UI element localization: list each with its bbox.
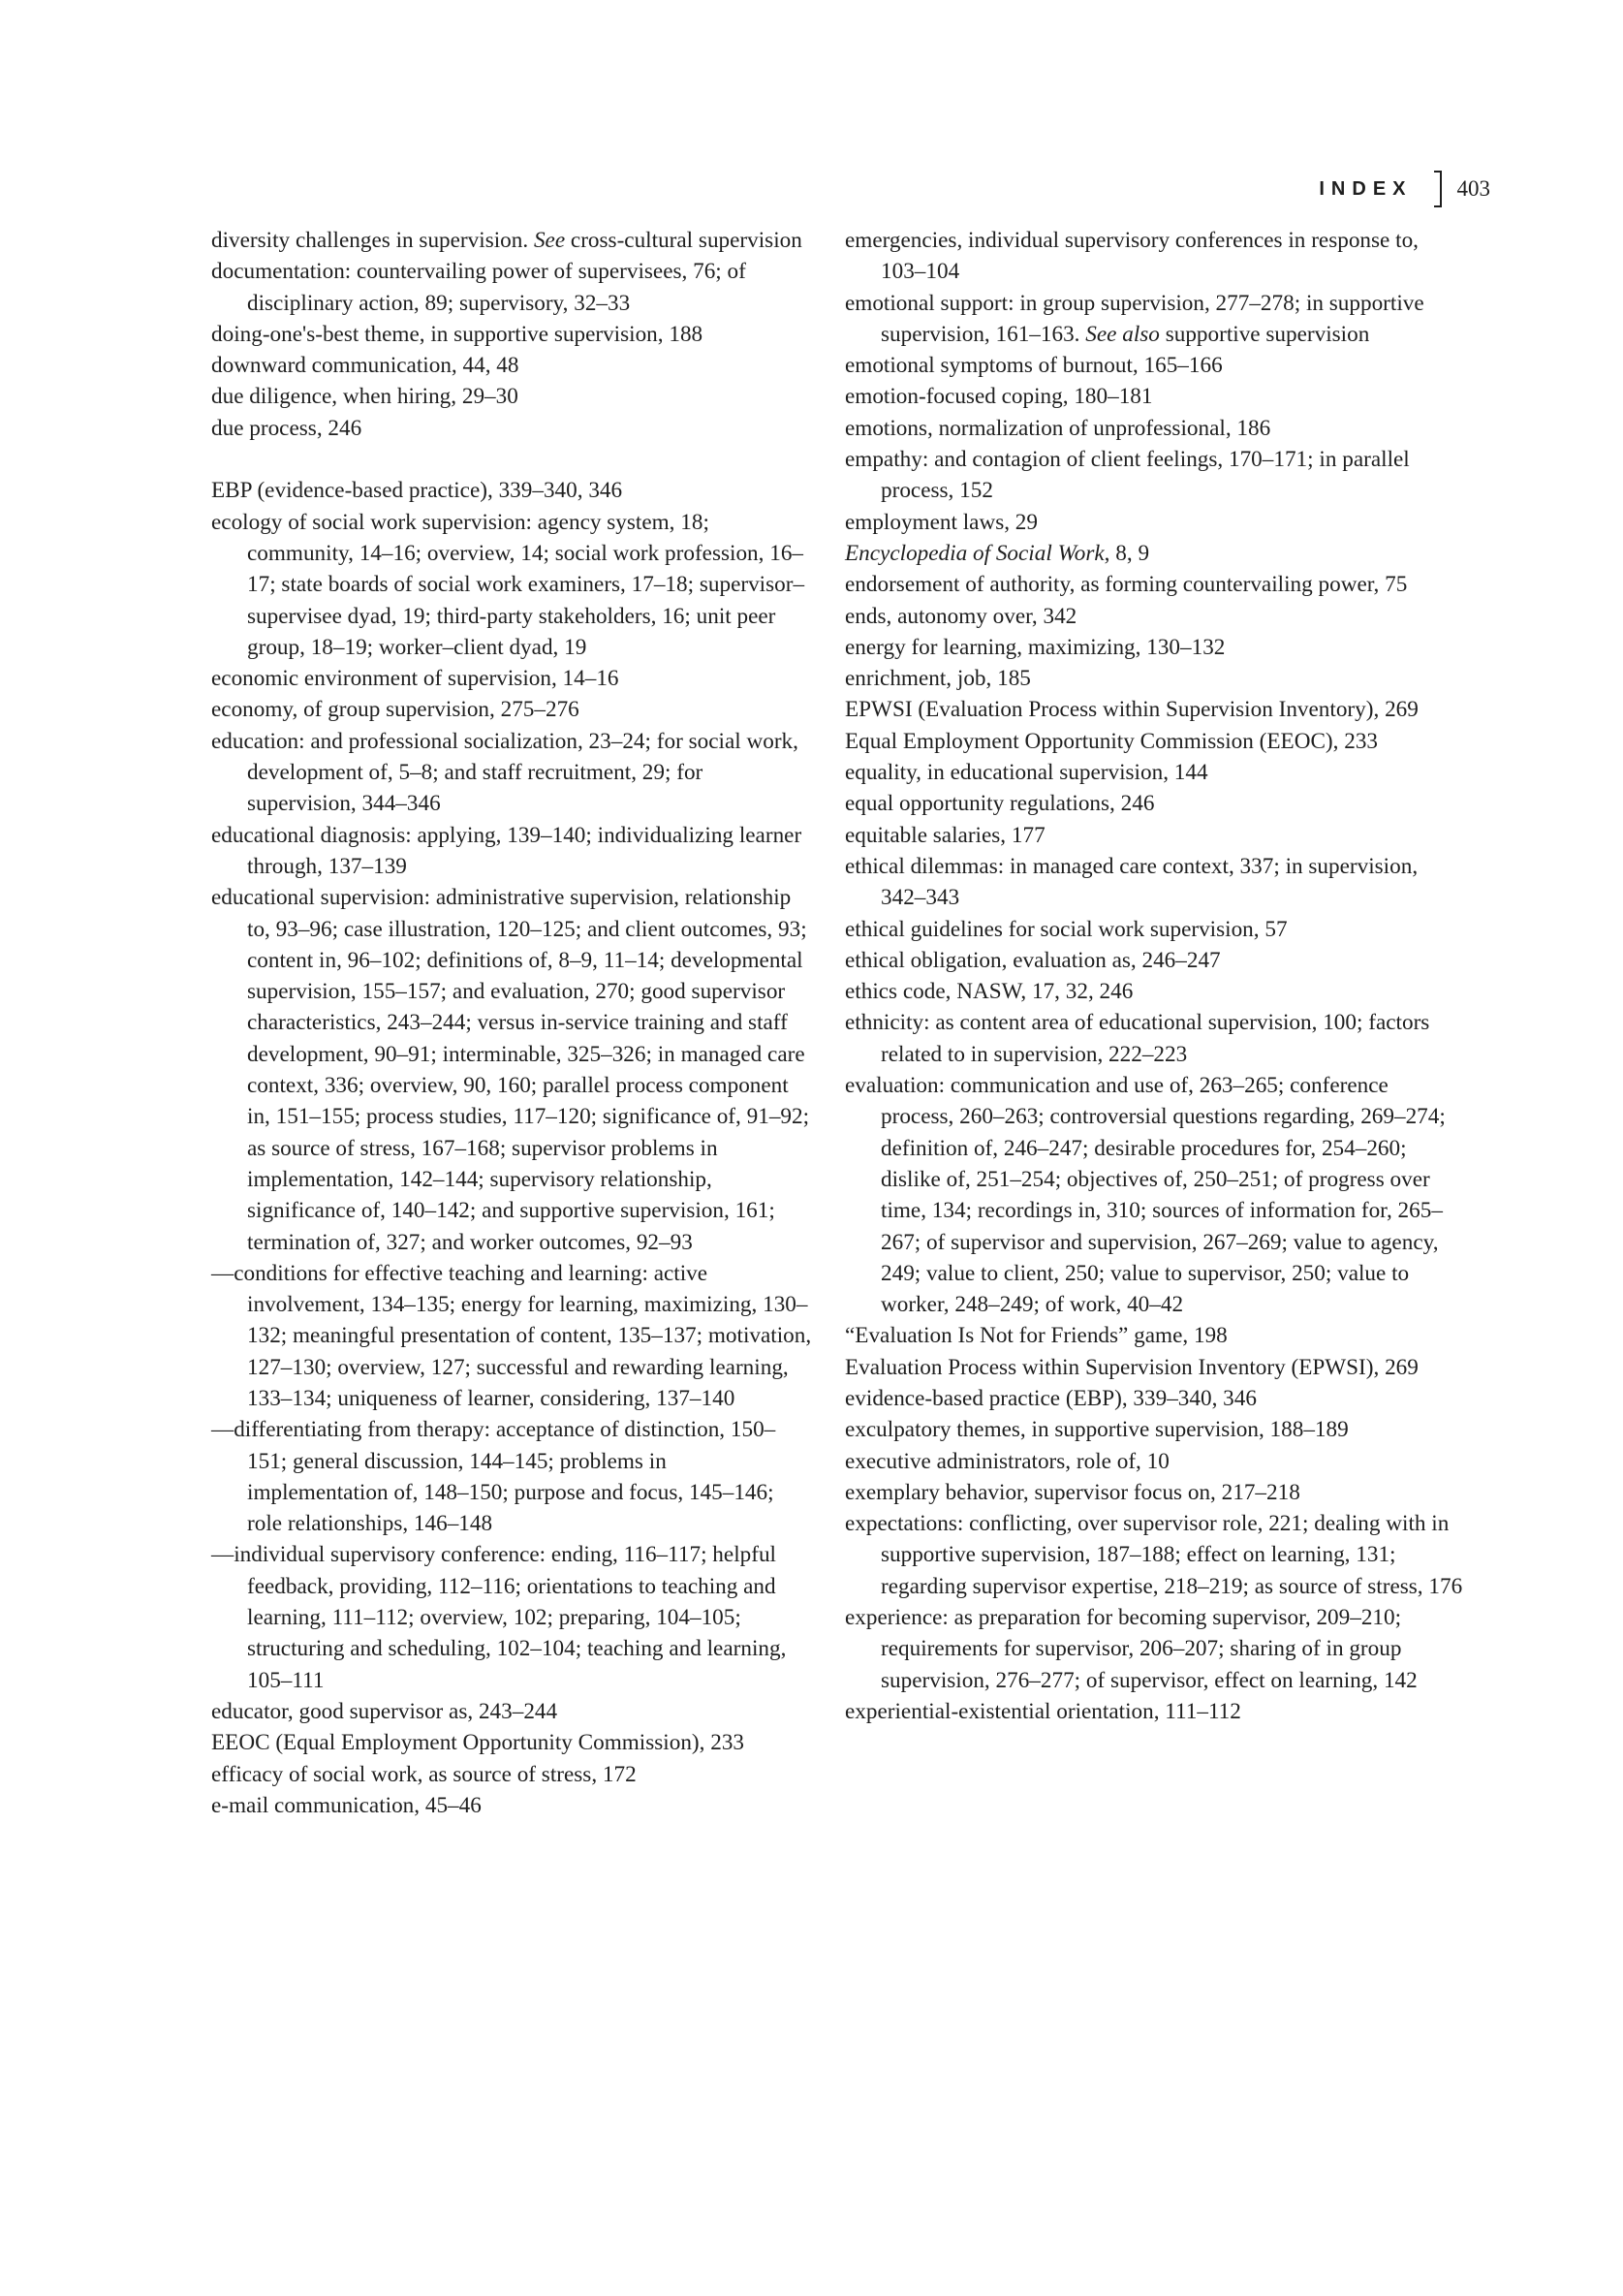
index-column-left <box>211 225 812 1821</box>
index-entry: equitable salaries, 177 <box>845 822 1046 848</box>
index-entry: ethical obligation, evaluation as, 246–247 <box>845 947 1221 973</box>
index-entry: economic environment of supervision, 14–16 <box>211 666 619 692</box>
index-entry: diversity challenges in supervision. See cross-cultural supervision <box>211 228 802 253</box>
index-entry: equality, in educational supervision, 144 <box>845 760 1208 786</box>
index-entry: Encyclopedia of Social Work, 8, 9 <box>845 540 1150 566</box>
index-entry: evidence-based practice (EBP), 339–340, 346 <box>845 1385 1257 1411</box>
index-entry: emotion-focused coping, 180–181 <box>845 384 1153 410</box>
index-entry: executive administrators, role of, 10 <box>845 1448 1170 1474</box>
bracket-divider <box>1434 171 1442 207</box>
section-label: INDEX <box>1319 177 1413 200</box>
index-entry: —differentiating from therapy: acceptance of distinction, 150–151; general discussion, 144–145; problems in implementation of, 148–150; purpose and focus, 145–146; role relationships, 146–148 <box>211 1417 776 1537</box>
index-entry: “Evaluation Is Not for Friends” game, 198 <box>845 1323 1228 1349</box>
index-entry: enrichment, job, 185 <box>845 666 1031 692</box>
index-entry: economy, of group supervision, 275–276 <box>211 697 579 723</box>
index-entry: Equal Employment Opportunity Commission (EEOC), 233 <box>845 728 1379 754</box>
index-entry: emotional support: in group supervision, 277–278; in supportive supervision, 161–163. See also supportive supervision <box>845 290 1424 347</box>
index-entry: experiential-existential orientation, 111–112 <box>845 1698 1241 1724</box>
index-entry: —individual supervisory conference: ending, 116–117; helpful feedback, providing, 112–116; orientations to teaching and learning, 111–112; overview, 102; preparing, 104–105; structuring and scheduling, 102–104; teaching and learning, 105–111 <box>211 1542 787 1693</box>
index-entry: documentation: countervailing power of supervisees, 76; of disciplinary action, 89; supervisory, 32–33 <box>211 259 746 316</box>
index-entry: exculpatory themes, in supportive supervision, 188–189 <box>845 1417 1349 1443</box>
index-entry: EBP (evidence-based practice), 339–340, 346 <box>211 478 623 504</box>
index-entry: educational diagnosis: applying, 139–140; individualizing learner through, 137–139 <box>211 822 802 879</box>
index-entry: educational supervision: administrative supervision, relationship to, 93–96; case illustration, 120–125; and client outcomes, 93; content in, 96–102; definitions of, 8–9, 11–14; developmental supervision, 155–157; and evaluation, 270; good supervisor characteristics, 243–244; versus in-service training and staff development, 90–91; interminable, 325–326; in managed care context, 336; overview, 90, 160; parallel process component in, 151–155; process studies, 117–120; significance of, 91–92; as source of stress, 167–168; supervisor problems in implementation, 142–144; supervisory relationship, significance of, 140–142; and supportive supervision, 161; termination of, 327; and worker outcomes, 92–93 <box>211 885 810 1255</box>
index-entry: experience: as preparation for becoming supervisor, 209–210; requirements for supervisor, 206–207; sharing of in group supervision, 276–277; of supervisor, effect on learning, 142 <box>845 1605 1418 1693</box>
index-entry: emergencies, individual supervisory conferences in response to, 103–104 <box>845 228 1419 285</box>
index-entry: EPWSI (Evaluation Process within Supervision Inventory), 269 <box>845 697 1419 723</box>
index-column-right <box>845 225 1465 1727</box>
index-entry: ethnicity: as content area of educational supervision, 100; factors related to in supervision, 222–223 <box>845 1010 1430 1067</box>
index-entry: ethical dilemmas: in managed care context, 337; in supervision, 342–343 <box>845 853 1419 911</box>
index-entry: —conditions for effective teaching and learning: active involvement, 134–135; energy for learning, maximizing, 130–132; meaningful presentation of content, 135–137; motivation, 127–130; overview, 127; successful and rewarding learning, 133–134; uniqueness of learner, considering, 137–140 <box>211 1260 812 1411</box>
index-entry: energy for learning, maximizing, 130–132 <box>845 634 1226 660</box>
index-entry: employment laws, 29 <box>845 509 1038 535</box>
index-entry: emotional symptoms of burnout, 165–166 <box>845 353 1223 379</box>
index-entry: ethics code, NASW, 17, 32, 246 <box>845 979 1134 1005</box>
index-entry: doing-one's-best theme, in supportive supervision, 188 <box>211 321 703 347</box>
index-entry: endorsement of authority, as forming countervailing power, 75 <box>845 572 1408 598</box>
index-entry: EEOC (Equal Employment Opportunity Commission), 233 <box>211 1730 745 1756</box>
index-entry: downward communication, 44, 48 <box>211 353 519 379</box>
index-entry: ecology of social work supervision: agency system, 18; community, 14–16; overview, 14; social work profession, 16–17; state boards of social work examiners, 17–18; supervisor–supervisee dyad, 19; third-party stakeholders, 16; unit peer group, 18–19; worker–client dyad, 19 <box>211 509 805 660</box>
index-entry: exemplary behavior, supervisor focus on, 217–218 <box>845 1479 1300 1505</box>
index-entry: e-mail communication, 45–46 <box>211 1792 482 1818</box>
index-entry: evaluation: communication and use of, 263–265; conference process, 260–263; controversial questions regarding, 269–274; definition of, 246–247; desirable procedures for, 254–260; dislike of, 251–254; objectives of, 250–251; of progress over time, 134; recordings in, 310; sources of information for, 265–267; of supervisor and supervision, 267–269; value to agency, 249; value to client, 250; value to supervisor, 250; value to worker, 248–249; of work, 40–42 <box>845 1073 1446 1318</box>
index-entry: ethical guidelines for social work supervision, 57 <box>845 916 1288 942</box>
index-entry: Evaluation Process within Supervision Inventory (EPWSI), 269 <box>845 1354 1419 1380</box>
page-number: 403 <box>1456 176 1490 201</box>
index-entry: empathy: and contagion of client feelings, 170–171; in parallel process, 152 <box>845 447 1410 504</box>
index-entry: due diligence, when hiring, 29–30 <box>211 384 518 410</box>
index-entry: expectations: conflicting, over supervisor role, 221; dealing with in supportive supervision, 187–188; effect on learning, 131; regarding supervisor expertise, 218–219; as source of stress, 176 <box>845 1511 1463 1599</box>
index-entry: emotions, normalization of unprofessional, 186 <box>845 415 1271 441</box>
index-entry: education: and professional socialization, 23–24; for social work, development of, 5–8; and staff recruitment, 29; for supervision, 344–346 <box>211 728 798 817</box>
index-entry: efficacy of social work, as source of stress, 172 <box>211 1761 637 1787</box>
index-entry: educator, good supervisor as, 243–244 <box>211 1698 558 1724</box>
index-entry: ends, autonomy over, 342 <box>845 603 1077 629</box>
index-entry: equal opportunity regulations, 246 <box>845 791 1155 817</box>
running-head <box>1319 171 1490 207</box>
index-entry: due process, 246 <box>211 415 362 441</box>
